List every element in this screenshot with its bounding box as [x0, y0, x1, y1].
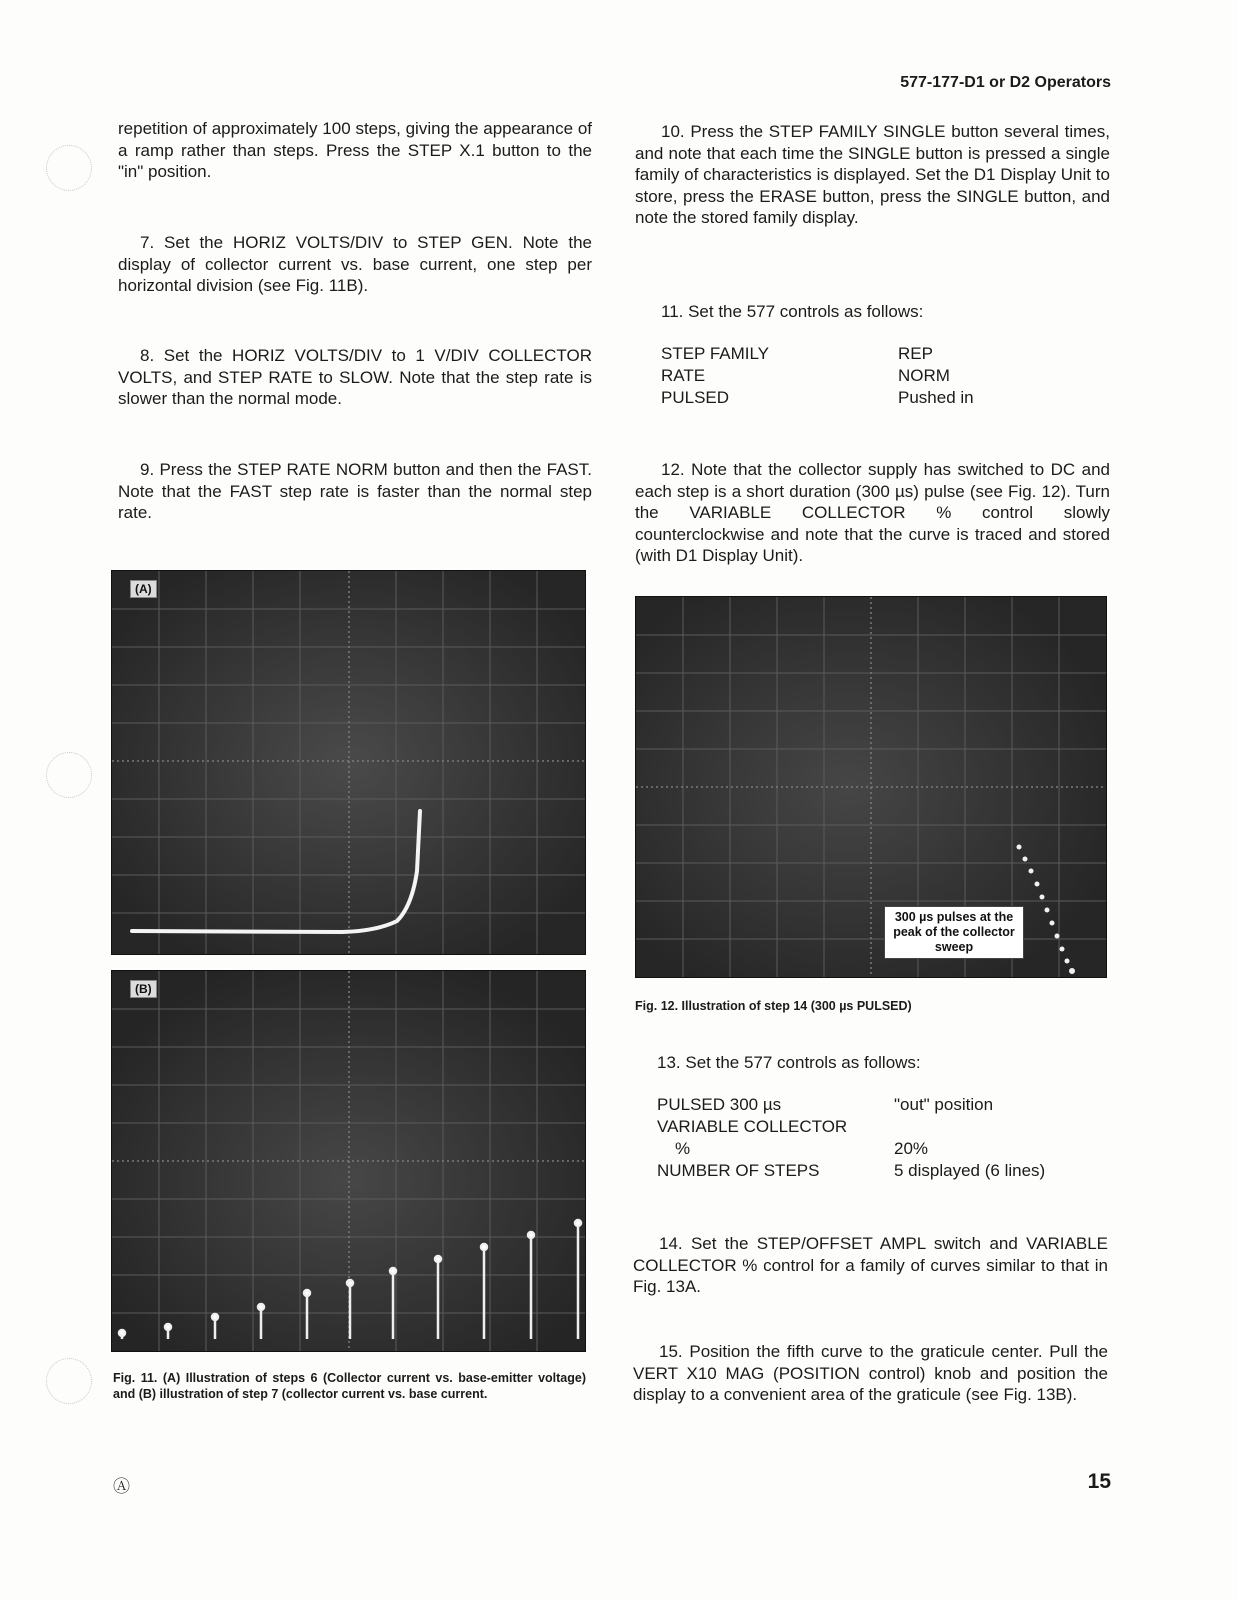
binder-hole [46, 145, 92, 191]
fig11b-photo [111, 970, 586, 1352]
paragraph-step-6-cont: repetition of approximately 100 steps, giving the appearance of a ramp rather than steps. Press the STEP X.1 button to the "in" position. [118, 119, 592, 181]
binder-hole [46, 752, 92, 798]
control-value: Pushed in [898, 388, 974, 407]
paragraph-step-14: 14. Set the STEP/OFFSET AMPL switch and VARIABLE COLLECTOR % control for a family of curves similar to that in Fig. 13A. [633, 1234, 1108, 1296]
fig11b-label: (B) [130, 980, 157, 998]
control-name: % [675, 1139, 691, 1158]
fig12-annotation: 300 µs pulses at the peak of the collector sweep [884, 906, 1024, 959]
control-name: PULSED [661, 388, 730, 407]
control-name: STEP FAMILY [661, 344, 770, 363]
paragraph-step-10: 10. Press the STEP FAMILY SINGLE button several times, and note that each time the SINGLE button is pressed a single family of characteristics is displayed. Set the D1 Display Unit to store, press the ERASE button, press the SINGLE button, and note the stored family display. [635, 122, 1110, 227]
paragraph-step-15: 15. Position the fifth curve to the graticule center. Pull the VERT X10 MAG (POSITION control) knob and position the display to a convenient area of the graticule (see Fig. 13B). [633, 1342, 1108, 1404]
control-value [894, 1117, 1045, 1139]
control-name: VARIABLE COLLECTOR [657, 1117, 848, 1136]
control-row [661, 344, 974, 366]
controls-table-step-11 [661, 344, 974, 410]
paragraph-step-13: 13. Set the 577 controls as follows: [657, 1053, 921, 1072]
fig12-photo [635, 596, 1107, 978]
control-value: 5 displayed (6 lines) [894, 1161, 1046, 1180]
control-row [657, 1139, 1045, 1161]
control-value: "out" position [894, 1095, 994, 1114]
paragraph-step-9: 9. Press the STEP RATE NORM button and then the FAST. Note that the FAST step rate is faster than the normal step rate. [118, 460, 592, 522]
page-number: 15 [1087, 1470, 1111, 1493]
paragraph-step-8: 8. Set the HORIZ VOLTS/DIV to 1 V/DIV COLLECTOR VOLTS, and STEP RATE to SLOW. Note that the step rate is slower than the normal mode. [118, 346, 592, 408]
control-row [657, 1095, 1045, 1117]
binder-hole [46, 1358, 92, 1404]
control-name: RATE [661, 366, 706, 385]
fig11a-label: (A) [130, 580, 157, 598]
paragraph-step-7: 7. Set the HORIZ VOLTS/DIV to STEP GEN. Note the display of collector current vs. base current, one step per horizontal division (see Fig. 11B). [118, 233, 592, 295]
paragraph-step-11: 11. Set the 577 controls as follows: [661, 302, 924, 321]
control-row [661, 366, 974, 388]
controls-table-step-13 [657, 1095, 1045, 1183]
fig11a-photo [111, 570, 586, 955]
fig12-caption: Fig. 12. Illustration of step 14 (300 µs PULSED) [635, 999, 912, 1013]
control-row [661, 388, 974, 410]
paragraph-step-12: 12. Note that the collector supply has switched to DC and each step is a short duration (300 µs) pulse (see Fig. 12). Turn the VARIABLE COLLECTOR % control slowly counterclockwise and note that the curve is traced and stored (with D1 Display Unit). [635, 460, 1110, 565]
running-header: 577-177-D1 or D2 Operators [900, 74, 1111, 91]
publisher-logo: Ⓐ [113, 1477, 130, 1496]
fig11-caption: Fig. 11. (A) Illustration of steps 6 (Collector current vs. base-emitter voltage) and (B) illustration of step 7 (collector current vs. base current. [113, 1371, 586, 1401]
control-name: PULSED 300 µs [657, 1095, 782, 1114]
control-name: NUMBER OF STEPS [657, 1161, 820, 1180]
control-row [657, 1161, 1045, 1183]
control-value: REP [898, 344, 933, 363]
control-row [657, 1117, 1045, 1139]
control-value: 20% [894, 1139, 929, 1158]
control-value: NORM [898, 366, 950, 385]
